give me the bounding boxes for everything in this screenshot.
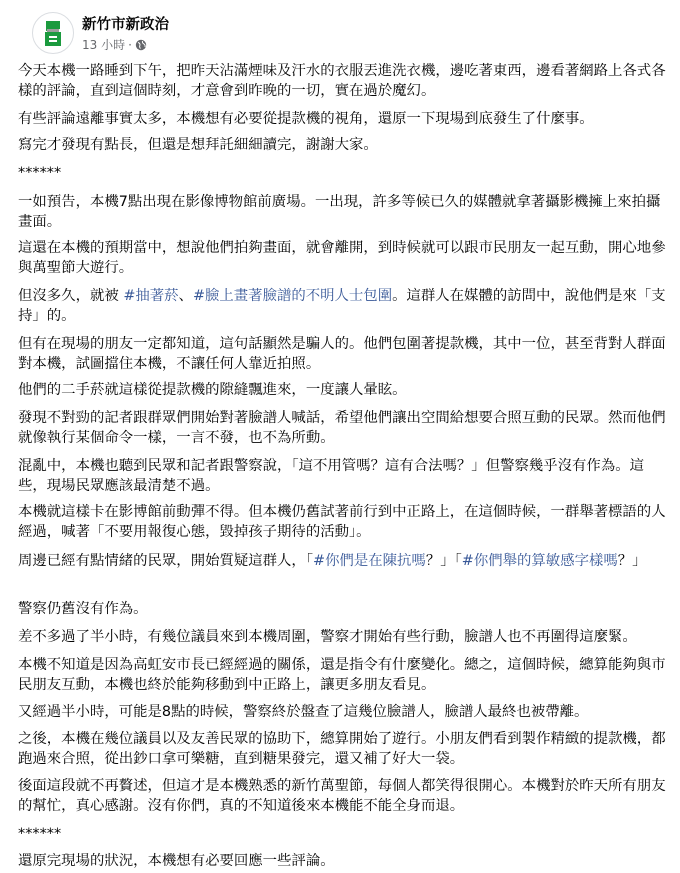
paragraph: 還原完現場的狀況，本機想有必要回應一些評論。 (18, 853, 335, 869)
paragraph: 但有在現場的朋友一定都知道，這句話顯然是騙人的。他們包圍著提款機，其中一位，甚至背對人群面對本機，試圖擋住本機，不讓任何人靠近拍照。 (18, 336, 666, 372)
post-header (18, 0, 680, 58)
paragraph: 這還在本機的預期當中，想說他們拍夠畫面，就會離開，到時候就可以跟市民朋友一起互動，開心地參與萬聖節大遊行。 (18, 240, 666, 276)
page-name[interactable]: 新竹市新政治 (82, 17, 169, 33)
paragraph: 今天本機一路睡到下午，把昨天沾滿煙味及汗水的衣服丟進洗衣機，邊吃著東西，邊看著網路上各式各樣的評論，直到這個時刻，才意會到昨晚的一切，實在過於魔幻。 (18, 63, 666, 99)
text: 。這群人在媒體的訪問中，說他們是來「支持」的。 (18, 288, 666, 324)
paragraph: 警察仍舊沒有作為。 (18, 601, 148, 617)
paragraph: 又經過半小時，可能是8點的時候，警察終於盤查了這幾位臉譜人，臉譜人最終也被帶離。 (18, 704, 589, 720)
post-time[interactable]: 13 小時 (82, 38, 126, 52)
separator-stars: ****** (18, 826, 62, 842)
paragraph: 一如預告，本機7點出現在影像博物館前廣場。一出現，許多等候已久的媒體就拿著攝影機擁上來拍攝畫面。 (18, 194, 661, 230)
atm-logo-icon (41, 18, 65, 48)
hashtag-link[interactable]: #你們是在陳抗嗎 (313, 553, 426, 569)
text: ？」「 (425, 553, 462, 569)
page-avatar[interactable] (32, 12, 74, 54)
paragraph: 他們的二手菸就這樣從提款機的隙縫飄進來，一度讓人暈眩。 (18, 382, 407, 398)
paragraph: 混亂中，本機也聽到民眾和記者跟警察說，「這不用管嗎？這有合法嗎？」但警察幾乎沒有作為。這些，現場民眾應該最清楚不過。 (18, 458, 644, 494)
meta-separator: · (128, 37, 132, 52)
paragraph: 本機不知道是因為高虹安市長已經經過的關係，還是指令有什麼變化。總之，這個時候，總算能夠與市民朋友互動，本機也終於能夠移動到中正路上，讓更多朋友看見。 (18, 657, 666, 693)
post-meta (82, 36, 147, 53)
paragraph: 發現不對勁的記者跟群眾們開始對著臉譜人喊話，希望他們讓出空間給想要合照互動的民眾。然而他們就像執行某個命令一樣，一言不發，也不為所動。 (18, 410, 666, 446)
paragraph: 本機就這樣卡在影博館前動彈不得。但本機仍舊試著前行到中正路上，在這個時候，一群舉著標語的人經過，喊著「不要用報復心態，毀掉孩子期待的活動」。 (18, 504, 666, 540)
text: 周邊已經有點情緒的民眾，開始質疑這群人，「 (18, 553, 314, 569)
paragraph: 差不多過了半小時，有幾位議員來到本機周圍，警察才開始有些行動，臉譜人也不再圍得這麼緊。 (18, 629, 637, 645)
text: 、 (178, 288, 193, 304)
separator-stars: ****** (18, 165, 62, 181)
text: ？」 (617, 553, 647, 569)
hashtag-link[interactable]: #抽著菸 (123, 288, 179, 304)
paragraph: 有些評論遠離事實太多，本機想有必要從提款機的視角，還原一下現場到底發生了什麼事。 (18, 111, 594, 127)
paragraph: 之後，本機在幾位議員以及友善民眾的協助下，總算開始了遊行。小朋友們看到製作精緻的提款機，都跑過來合照，從出鈔口拿可樂糖，直到糖果發完，還又補了好大一袋。 (18, 731, 666, 767)
paragraph (18, 286, 666, 326)
paragraph: 後面這段就不再贅述，但這才是本機熟悉的新竹萬聖節，每個人都笑得很開心。本機對於昨天所有朋友的幫忙，真心感謝。沒有你們，真的不知道後來本機能不能全身而退。 (18, 778, 666, 814)
hashtag-link[interactable]: #臉上畫著臉譜的不明人士包圍 (192, 288, 393, 304)
globe-icon (135, 39, 147, 51)
paragraph (18, 551, 666, 571)
hashtag-link[interactable]: #你們舉的算敏感字樣嗎 (461, 553, 618, 569)
text: 但沒多久，就被 (18, 288, 124, 304)
paragraph: 寫完才發現有點長，但還是想拜託細細讀完，謝謝大家。 (18, 137, 378, 153)
